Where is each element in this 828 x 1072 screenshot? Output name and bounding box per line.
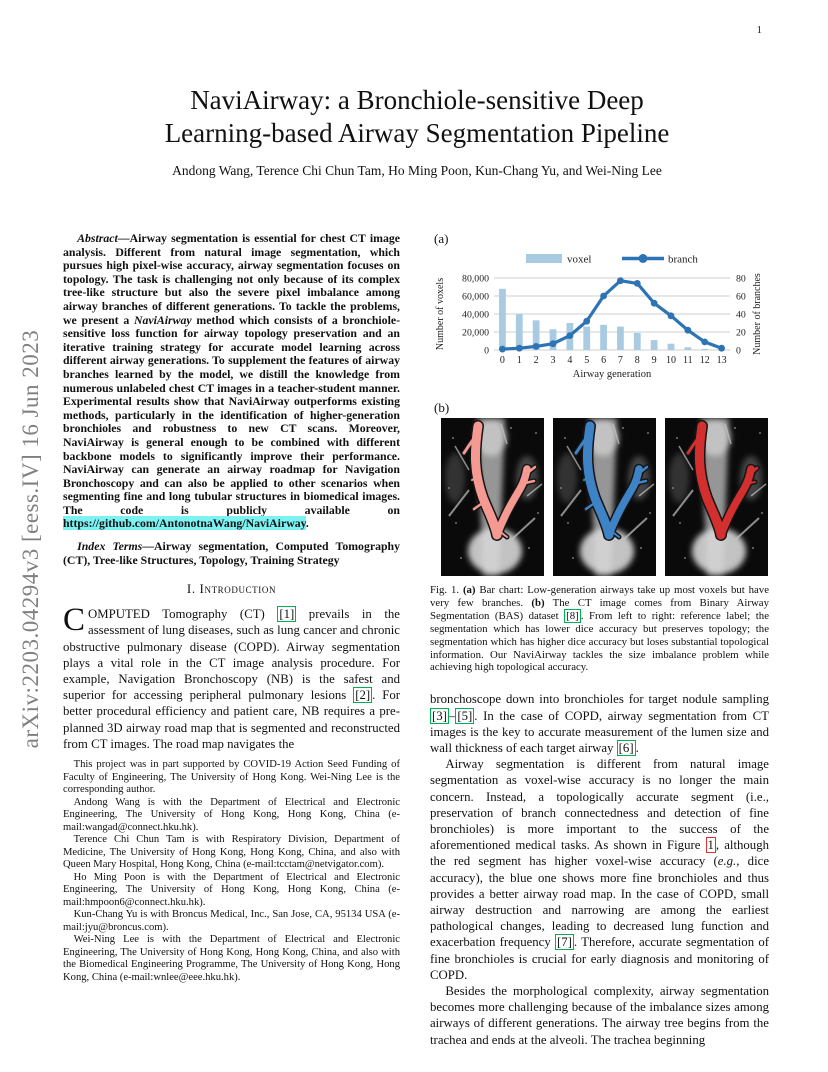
svg-text:branch: branch bbox=[668, 253, 698, 266]
svg-text:2: 2 bbox=[533, 355, 539, 366]
footnote-terence-tam: Terence Chi Chun Tam is with Respiratory Division, Department of Medicine, The University of Hong Kong, Hong Kong, China, and also with Queen Mary Hospital, Hong Kong, China (e-mail:tcctam@netvigator.com). bbox=[63, 834, 400, 871]
svg-text:11: 11 bbox=[683, 355, 693, 366]
x-axis-label: Airway generation bbox=[572, 369, 652, 380]
chart-legend bbox=[526, 254, 698, 266]
svg-text:8: 8 bbox=[634, 355, 640, 366]
body-paragraph-continuation: bronchoscope down into bronchioles for target nodule sampling [3] – [5] . In the case of COPD, airway segmentation from CT images is the key to accurate measurement of the lumen size and wall thickness of each target airway [6] . bbox=[430, 692, 769, 755]
right-column bbox=[430, 232, 769, 1048]
paper-title-line1: NaviAirway: a Bronchiole-sensitive Deep bbox=[190, 85, 644, 115]
figure-1a-label: (a) bbox=[434, 231, 449, 246]
citation-ref[interactable]: [3] bbox=[432, 708, 447, 723]
footnote-funding: This project was in part supported by COVID-19 Action Seed Funding of Faculty of Engineering, The University of Hong Kong. Wei-Ning Lee is the corresponding author. bbox=[63, 759, 400, 796]
svg-text:10: 10 bbox=[666, 355, 676, 366]
svg-text:60: 60 bbox=[736, 291, 746, 303]
ct-panel-lower-dice-preserves-topology bbox=[553, 418, 656, 576]
citation-ref[interactable]: [5] bbox=[457, 708, 473, 723]
fig1b-ct-panels bbox=[441, 418, 769, 576]
svg-text:5: 5 bbox=[584, 355, 590, 366]
svg-text:9: 9 bbox=[651, 355, 657, 366]
svg-text:20: 20 bbox=[736, 327, 746, 339]
svg-text:1: 1 bbox=[516, 355, 522, 366]
footnote-wei-ning-lee: Wei-Ning Lee is with the Department of Electrical and Electronic Engineering, The University of Hong Kong, Hong Kong, China, and also with the Biomedical Engineering Programme, The University of Hong Kong, Hong Kong, China (e-mail:wnlee@eee.hku.hk). bbox=[63, 934, 400, 983]
svg-text:13: 13 bbox=[716, 355, 727, 366]
svg-text:3: 3 bbox=[550, 355, 556, 366]
svg-text:80: 80 bbox=[736, 273, 746, 285]
figure-ref[interactable]: 1 bbox=[707, 838, 714, 853]
arxiv-watermark: arXiv:2203.04294v3 [eess.IV] 16 Jun 2023 bbox=[18, 329, 43, 749]
svg-text:20,000: 20,000 bbox=[462, 327, 489, 339]
title-block bbox=[64, 84, 770, 179]
footnote-andong-wang: Andong Wang is with the Department of Electrical and Electronic Engineering, The University of Hong Kong, Hong Kong, China (e-mail:wangad@connect.hku.hk). bbox=[63, 796, 400, 833]
ct-panel-higher-dice-loses-topology bbox=[665, 418, 768, 576]
citation-ref[interactable]: [1] bbox=[279, 607, 295, 622]
paper-title bbox=[64, 84, 770, 150]
svg-text:voxel: voxel bbox=[567, 253, 592, 266]
svg-text:0: 0 bbox=[499, 355, 505, 366]
svg-text:80,000: 80,000 bbox=[462, 273, 489, 285]
github-link[interactable]: https://github.com/AntonotnaWang/NaviAirway bbox=[63, 516, 306, 531]
citation-ref[interactable]: [7] bbox=[557, 935, 572, 950]
svg-text:4: 4 bbox=[567, 355, 573, 366]
page-number: 1 bbox=[756, 24, 762, 36]
left-column bbox=[63, 232, 400, 984]
footnotes-block bbox=[63, 759, 400, 984]
voxel-bars bbox=[499, 289, 725, 350]
fig1a-chart-svg bbox=[430, 246, 766, 394]
figure-1 bbox=[430, 232, 769, 576]
citation-ref[interactable]: [8] bbox=[566, 609, 579, 622]
figure-1-caption: Fig. 1. (a) Bar chart: Low-generation airways take up most voxels but have very few branches. (b) The CT image comes from Binary Airway Segmentation (BAS) dataset [8] . From left to right: reference label; the segmentation which has lower dice accuracy but preserves topology; the segmentation which has higher dice accuracy but loses substantial topological information. Our NaviAirway tackles the size imbalance problem while achieving high topological accuracy. bbox=[430, 584, 769, 674]
svg-text:40,000: 40,000 bbox=[462, 309, 489, 321]
abstract-paragraph: Abstract—Airway segmentation is essential for chest CT image analysis. Different from natural image segmentation, which pursues high pixel-wise accuracy, airway segmentation focuses on topology. The task is challenging not only because of its complex tree-like structure but also the severe pixel imbalance among airway branches of different generations. To tackle the problems, we present a NaviAirway method which consists of a bronchiole-sensitive loss function for airway topology preservation and an iterative training strategy for accurate model learning across different airway generations. To supplement the features of airway branches learned by the model, we distill the knowledge from numerous unlabeled chest CT images in a teacher-student manner. Experimental results show that NaviAirway outperforms existing methods, particularly in the identification of higher-generation bronchioles and robustness to new CT scans. Moreover, NaviAirway is general enough to be combined with different backbone models to significantly improve their performance. NaviAirway can generate an airway roadmap for Navigation Bronchoscopy and can also be applied to other scenarios when segmenting fine and long tubular structures in biomedical images. The code is publicly available on https://github.com/AntonotnaWang/NaviAirway. bbox=[63, 231, 401, 531]
ct-panel-reference-label bbox=[441, 418, 544, 576]
svg-text:40: 40 bbox=[736, 309, 746, 321]
left-y-axis-label: Number of voxels bbox=[435, 277, 446, 351]
svg-text:6: 6 bbox=[601, 355, 607, 366]
body-paragraph-topology: Airway segmentation is different from natural image segmentation as voxel-wise accuracy is no longer the main concern. Instead, a topologically accurate segment (i.e., preservation of branch connectedness and detection of fine bronchioles) is more important to the success of the aforementioned medical tasks. As shown in Figure 1 , although the red segment has higher voxel-wise accuracy (e.g., dice accuracy), the blue one shows more fine bronchioles and thus provides a better airway road map. In the case of COPD, small airway destruction and narrowing are among the earliest pathological changes, leading to decreased lung function and exacerbation frequency [7] . Therefore, accurate segmentation of fine bronchioles is crucial for early diagnosis and monitoring of COPD. bbox=[430, 757, 769, 982]
svg-text:12: 12 bbox=[699, 355, 710, 366]
body-paragraph-imbalance: Besides the morphological complexity, airway segmentation becomes more challenging because of the imbalance sizes among airways of different generations. The airway tree begins from the trachea and ends at the alveoli. The trachea beginning bbox=[430, 984, 769, 1047]
svg-text:60,000: 60,000 bbox=[462, 291, 489, 303]
paper-authors: Andong Wang, Terence Chi Chun Tam, Ho Ming Poon, Kun-Chang Yu, and Wei-Ning Lee bbox=[172, 163, 662, 178]
intro-paragraph: COMPUTED Tomography (CT) [1] prevails in the assessment of lung diseases, such as lung cancer and chronic obstructive pulmonary disease (COPD). Airway segmentation plays a vital role in the CT image analysis procedure. For example, Navigation Bronchoscopy (NB) is the safest and superior for accessing peripheral pulmonary lesions [2] . For better procedural efficiency and patient care, NB requires a pre-planned 3D airway road map that is segmented and reconstructed from CT images. The road map navigates the bbox=[63, 602, 400, 751]
footnote-ho-ming-poon: Ho Ming Poon is with the Department of Electrical and Electronic Engineering, The University of Hong Kong, Hong Kong, China (e-mail:hmpoon6@connect.hku.hk). bbox=[63, 871, 400, 908]
footnote-kun-chang-yu: Kun-Chang Yu is with Broncus Medical, Inc., San Jose, CA, 95134 USA (e-mail:jyu@broncus.com). bbox=[63, 909, 400, 933]
citation-ref[interactable]: [6] bbox=[618, 740, 634, 755]
paper-title-line2: Learning-based Airway Segmentation Pipeline bbox=[164, 118, 670, 148]
svg-text:0: 0 bbox=[736, 345, 741, 357]
section-heading-introduction: I. Introduction bbox=[186, 581, 277, 597]
citation-ref[interactable]: [2] bbox=[355, 688, 371, 703]
right-y-axis-label: Number of branches bbox=[752, 273, 763, 355]
svg-text:7: 7 bbox=[617, 355, 623, 366]
index-terms: Index Terms—Airway segmentation, Computed Tomography (CT), Tree-like Structures, Topology, Training Strategy bbox=[63, 539, 401, 567]
figure-1b-label: (b) bbox=[434, 400, 450, 415]
svg-text:0: 0 bbox=[484, 345, 489, 357]
